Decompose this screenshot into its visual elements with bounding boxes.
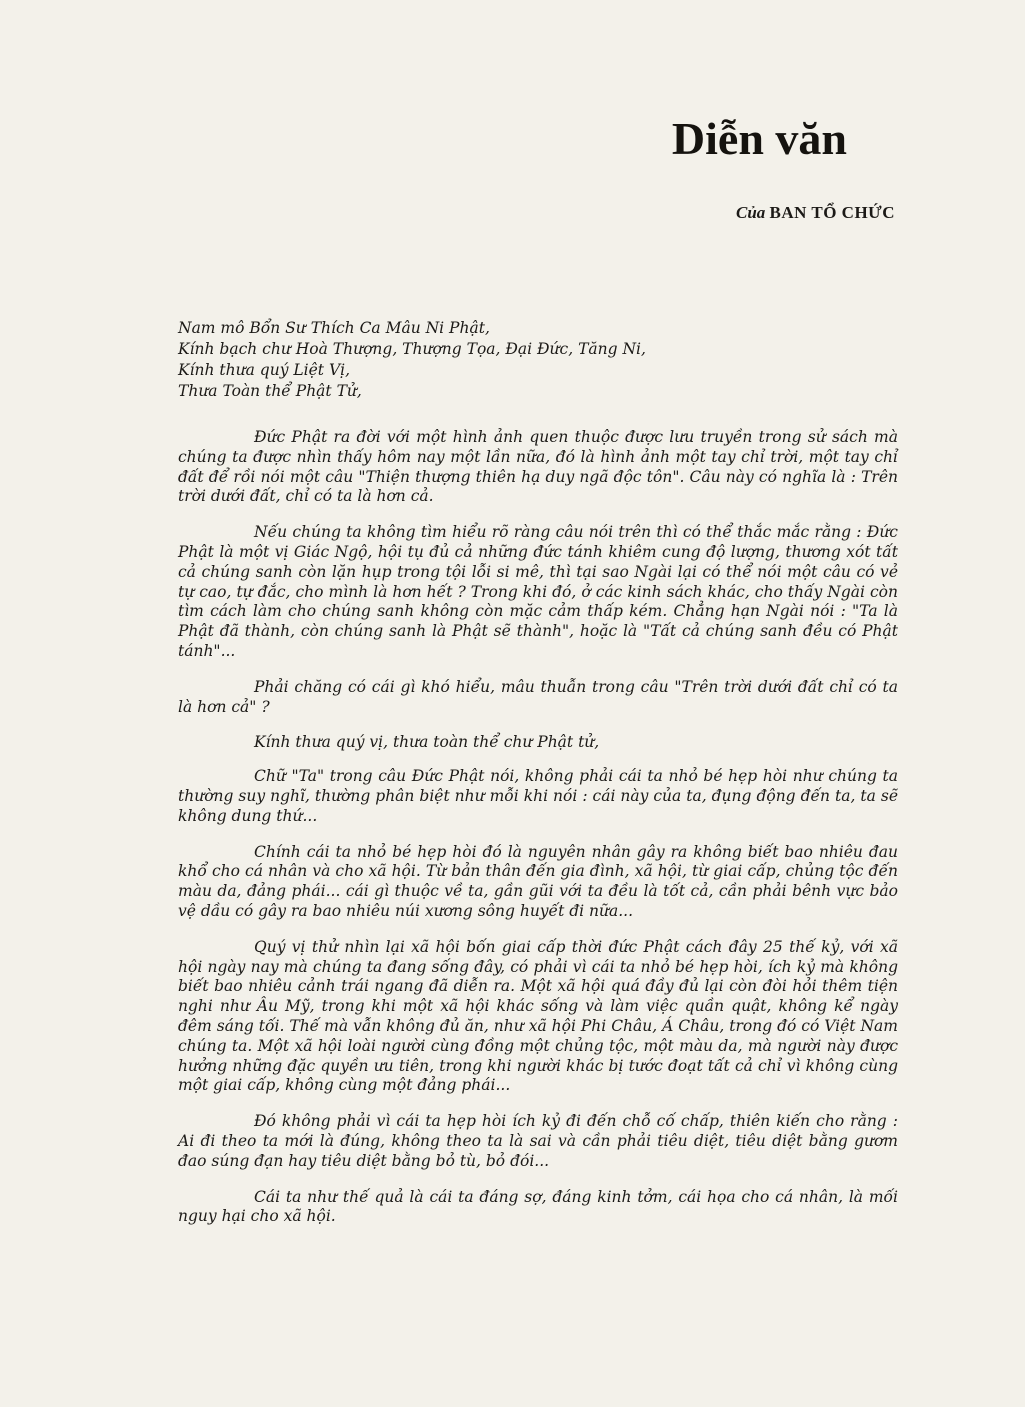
salutation-line: Nam mô Bổn Sư Thích Ca Mâu Ni Phật, — [178, 319, 490, 337]
salutation-line: Kính thưa quý Liệt Vị, — [178, 361, 351, 379]
paragraph: Đó không phải vì cái ta hẹp hòi ích kỷ đi đến chỗ cố chấp, thiên kiến cho rằng : Ai đi theo ta mới là đúng, không theo ta là sai và cần phải tiêu diệt, tiêu diệt bằng gươm đao súng đạn hay tiêu diệt bằng bỏ tù, bỏ đói... — [178, 1112, 898, 1170]
speech-body — [178, 428, 898, 1243]
paragraph: Đức Phật ra đời với một hình ảnh quen thuộc được lưu truyền trong sử sách mà chúng ta được nhìn thấy hôm nay một lần nữa, đó là hình ảnh một tay chỉ trời, một tay chỉ đất để rồi nói một câu "Thiện thượng thiên hạ duy ngã độc tôn". Câu này có nghĩa là : Trên trời dưới đất, chỉ có ta là hơn cả. — [178, 428, 898, 506]
paragraph: Cái ta như thế quả là cái ta đáng sợ, đáng kinh tởm, cái họa cho cá nhân, là mối nguy hại cho xã hội. — [178, 1187, 898, 1226]
salutation-block — [178, 318, 898, 402]
paragraph: Chữ "Ta" trong câu Đức Phật nói, không phải cái ta nhỏ bé hẹp hòi như chúng ta thường suy nghĩ, thường phân biệt như mỗi khi nói : cái này của ta, đụng động đến ta, ta sẽ không dung thứ... — [178, 767, 898, 825]
paragraph: Chính cái ta nhỏ bé hẹp hòi đó là nguyên nhân gây ra không biết bao nhiêu đau khổ cho cá nhân và cho xã hội. Từ bản thân đến gia đình, xã hội, từ giai cấp, chủng tộc đến màu da, đảng phái... cái gì thuộc về ta, gần gũi với ta đều là tốt cả, cần phải bênh vực bảo vệ dầu có gây ra bao nhiêu núi xương sông huyết đi nữa... — [178, 842, 898, 920]
page-title: Diễn văn — [671, 113, 847, 164]
salutation-line: Thưa Toàn thể Phật Tử, — [178, 382, 362, 400]
author-line — [736, 203, 895, 223]
author-name: BAN TỔ CHỨC — [769, 203, 895, 222]
paragraph: Kính thưa quý vị, thưa toàn thể chư Phật tử, — [254, 733, 600, 752]
paragraph: Nếu chúng ta không tìm hiểu rõ ràng câu nói trên thì có thể thắc mắc rằng : Đức Phật là một vị Giác Ngộ, hội tụ đủ cả những đức tánh khiêm cung độ lượng, thương xót tất cả chúng sanh còn lặn hụp trong tội lỗi si mê, thì tại sao Ngài lại có thể nói một câu có vẻ tự cao, tự đắc, cho mình là hơn hết ? Trong khi đó, ở các kinh sách khác, cho thấy Ngài còn tìm cách làm cho chúng sanh không còn mặc cảm thấp kém. Chẳng hạn Ngài nói : "Ta là Phật đã thành, còn chúng sanh là Phật sẽ thành", hoặc là "Tất cả chúng sanh đều có Phật tánh"... — [178, 523, 898, 660]
paragraph: Quý vị thử nhìn lại xã hội bốn giai cấp thời đức Phật cách đây 25 thế kỷ, với xã hội ngày nay mà chúng ta đang sống đây, có phải vì cái ta nhỏ bé hẹp hòi, ích kỷ mà không biết bao nhiêu cảnh trái ngang đã diễn ra. Một xã hội quá đầy đủ lại còn đòi hỏi thêm tiện nghi như Âu Mỹ, trong khi một xã hội khác sống và làm việc quần quật, không kể ngày đêm sáng tối. Thế mà vẫn không đủ ăn, như xã hội Phi Châu, Á Châu, trong đó có Việt Nam chúng ta. Một xã hội loài người cùng đồng một chủng tộc, một màu da, mà người này được hưởng những đặc quyền ưu tiên, trong khi người khác bị tước đoạt tất cả chỉ vì không cùng một giai cấp, không cùng một đảng phái... — [178, 937, 898, 1095]
author-prefix: Của — [735, 203, 766, 222]
salutation-line: Kính bạch chư Hoà Thượng, Thượng Tọa, Đại Đức, Tăng Ni, — [178, 340, 646, 358]
paragraph: Phải chăng có cái gì khó hiểu, mâu thuẫn trong câu "Trên trời dưới đất chỉ có ta là hơn cả" ? — [178, 677, 898, 716]
